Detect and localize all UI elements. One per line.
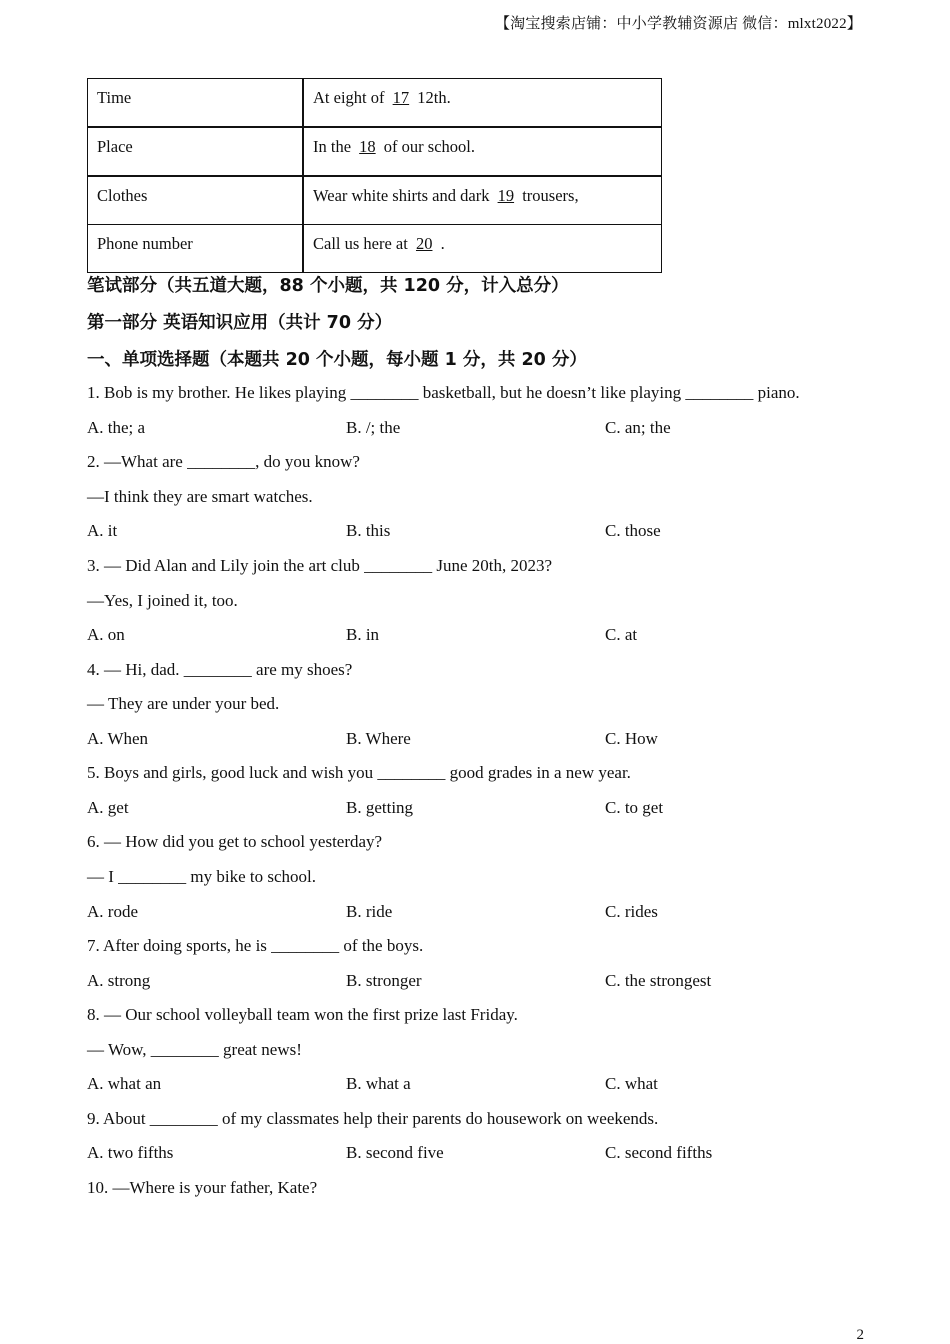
question-8-reply: — Wow, ________ great news!: [87, 1040, 302, 1059]
table-value: [303, 176, 662, 225]
table-value: [303, 225, 662, 273]
value-text: .: [436, 234, 445, 253]
question-9: 9. About ________ of my classmates help their parents do housework on weekends.: [87, 1109, 659, 1128]
option-a: A. get: [87, 798, 129, 817]
option-b: B. in: [346, 625, 380, 644]
question-8: 8. — Our school volleyball team won the first prize last Friday.: [87, 1005, 518, 1024]
table-row: [88, 127, 662, 176]
page-number: 2: [856, 1327, 864, 1343]
table-label: Place: [88, 127, 304, 176]
table-row: [88, 176, 662, 225]
question-2: 2. —What are ________, do you know?: [87, 452, 360, 471]
option-a: A. When: [87, 729, 149, 748]
question-6-reply: — I ________ my bike to school.: [87, 867, 317, 886]
blank-number: 19: [497, 186, 515, 205]
question-7: 7. After doing sports, he is ________ of the boys.: [87, 936, 424, 955]
option-c: C. those: [605, 521, 661, 540]
option-c: C. the strongest: [605, 971, 712, 990]
value-text: trousers,: [518, 186, 579, 205]
option-c: C. rides: [605, 902, 658, 921]
question-3: 3. — Did Alan and Lily join the art club ________ June 20th, 2023?: [87, 556, 553, 575]
option-c: C. an; the: [605, 418, 671, 437]
info-table: [87, 78, 662, 273]
value-text: In the: [313, 137, 356, 156]
value-text: Wear white shirts and dark: [313, 186, 494, 205]
option-b: B. what a: [346, 1074, 411, 1093]
option-a: A. on: [87, 625, 125, 644]
option-a: A. rode: [87, 902, 138, 921]
option-b: B. stronger: [346, 971, 422, 990]
value-text: Call us here at: [313, 234, 412, 253]
table-label: Time: [88, 79, 304, 128]
option-b: B. second five: [346, 1143, 444, 1162]
option-c: C. How: [605, 729, 658, 748]
value-text: 12th.: [413, 88, 451, 107]
table-label: Clothes: [88, 176, 304, 225]
option-a: A. what an: [87, 1074, 162, 1093]
question-4-reply: — They are under your bed.: [87, 694, 280, 713]
section-heading-single-choice: 一、单项选择题（本题共 20 个小题，每小题 1 分，共 20 分）: [87, 350, 587, 370]
option-c: C. to get: [605, 798, 664, 817]
option-c: C. second fifths: [605, 1143, 713, 1162]
question-1: 1. Bob is my brother. He likes playing ________ basketball, but he doesn’t like playing ________ piano.: [87, 383, 800, 402]
blank-number: 17: [392, 88, 410, 107]
blank-number: 18: [359, 137, 376, 156]
table-value: [303, 127, 662, 176]
option-a: A. the; a: [87, 418, 146, 437]
blank-number: 20: [415, 234, 433, 253]
section-heading-written: 笔试部分（共五道大题，88 个小题，共 120 分，计入总分）: [87, 276, 569, 296]
option-c: C. what: [605, 1074, 658, 1093]
option-b: B. ride: [346, 902, 393, 921]
value-text: of our school.: [379, 137, 475, 156]
value-text: At eight of: [313, 88, 389, 107]
option-a: A. strong: [87, 971, 151, 990]
option-c: C. at: [605, 625, 638, 644]
section-heading-part-one: 第一部分 英语知识应用（共计 70 分）: [87, 313, 393, 333]
question-2-reply: —I think they are smart watches.: [87, 487, 313, 506]
option-b: B. getting: [346, 798, 414, 817]
option-a: A. two fifths: [87, 1143, 174, 1162]
option-b: B. Where: [346, 729, 411, 748]
page-header: 【淘宝搜索店铺：中小学教辅资源店 微信：mlxt2022】: [494, 16, 862, 32]
question-3-reply: —Yes, I joined it, too.: [87, 591, 238, 610]
question-4: 4. — Hi, dad. ________ are my shoes?: [87, 660, 353, 679]
option-b: B. /; the: [346, 418, 401, 437]
table-row: [88, 225, 662, 273]
table-value: [303, 79, 662, 128]
option-a: A. it: [87, 521, 118, 540]
question-6: 6. — How did you get to school yesterday?: [87, 832, 383, 851]
table-label: Phone number: [88, 225, 304, 273]
option-b: B. this: [346, 521, 391, 540]
question-10: 10. —Where is your father, Kate?: [87, 1178, 318, 1197]
question-5: 5. Boys and girls, good luck and wish you ________ good grades in a new year.: [87, 763, 631, 782]
table-row: [88, 79, 662, 128]
